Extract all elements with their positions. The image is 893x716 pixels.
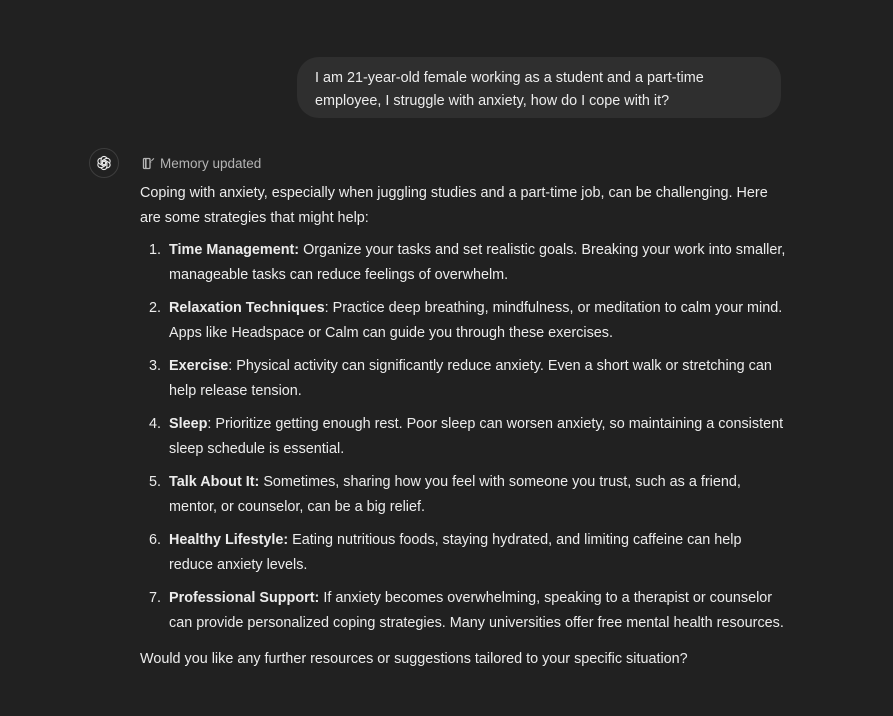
list-item [140,296,788,346]
list-item-number: 2. [149,300,162,316]
memory-edit-icon [142,157,155,170]
assistant-intro: Coping with anxiety, especially when juggling studies and a part-time job, can be challenging. Here are some strategies that might help: [140,185,768,226]
list-item-number: 1. [149,242,162,258]
list-item-title: Talk About It: [169,474,260,490]
memory-updated-indicator[interactable] [142,155,261,172]
list-item-title: Relaxation Techniques [169,300,325,316]
memory-updated-label: Memory updated [160,156,262,171]
list-item-text: Organize your tasks and set realistic goals. Breaking your work into smaller, manageable tasks can reduce feelings of overwhelm. [169,242,786,283]
assistant-closing: Would you like any further resources or suggestions tailored to your specific situation? [140,651,688,667]
list-item-number: 4. [149,416,162,432]
list-item-text: : Practice deep breathing, mindfulness, or meditation to calm your mind. Apps like Headspace or Calm can guide you through these exercises. [169,300,783,341]
list-item [140,412,788,462]
list-item-text: : Physical activity can significantly reduce anxiety. Even a short walk or stretching can help release tension. [169,358,772,399]
list-item-number: 3. [149,358,162,374]
assistant-message [140,181,788,672]
list-item-title: Healthy Lifestyle: [169,532,289,548]
list-item-text: Sometimes, sharing how you feel with someone you trust, such as a friend, mentor, or counselor, can be a big relief. [169,474,741,515]
list-item [140,354,788,404]
user-message-bubble [297,57,781,118]
list-item-title: Exercise [169,358,229,374]
assistant-avatar [89,148,119,178]
list-item [140,586,788,636]
tips-list [140,238,788,636]
openai-logo-icon [95,154,113,172]
list-item-text: : Prioritize getting enough rest. Poor sleep can worsen anxiety, so maintaining a consistent sleep schedule is essential. [169,416,784,457]
list-item [140,238,788,288]
list-item [140,528,788,578]
list-item [140,470,788,520]
list-item-text: If anxiety becomes overwhelming, speaking to a therapist or counselor can provide personalized coping strategies. Many universities offer free mental health resources. [169,590,784,631]
list-item-title: Time Management: [169,242,300,258]
list-item-number: 7. [149,590,162,606]
list-item-text: Eating nutritious foods, staying hydrated, and limiting caffeine can help reduce anxiety levels. [169,532,742,573]
list-item-number: 6. [149,532,162,548]
user-message-text: I am 21-year-old female working as a student and a part-time employee, I struggle with anxiety, how do I cope with it? [315,70,704,109]
list-item-title: Professional Support: [169,590,320,606]
list-item-title: Sleep [169,416,208,432]
list-item-number: 5. [149,474,162,490]
